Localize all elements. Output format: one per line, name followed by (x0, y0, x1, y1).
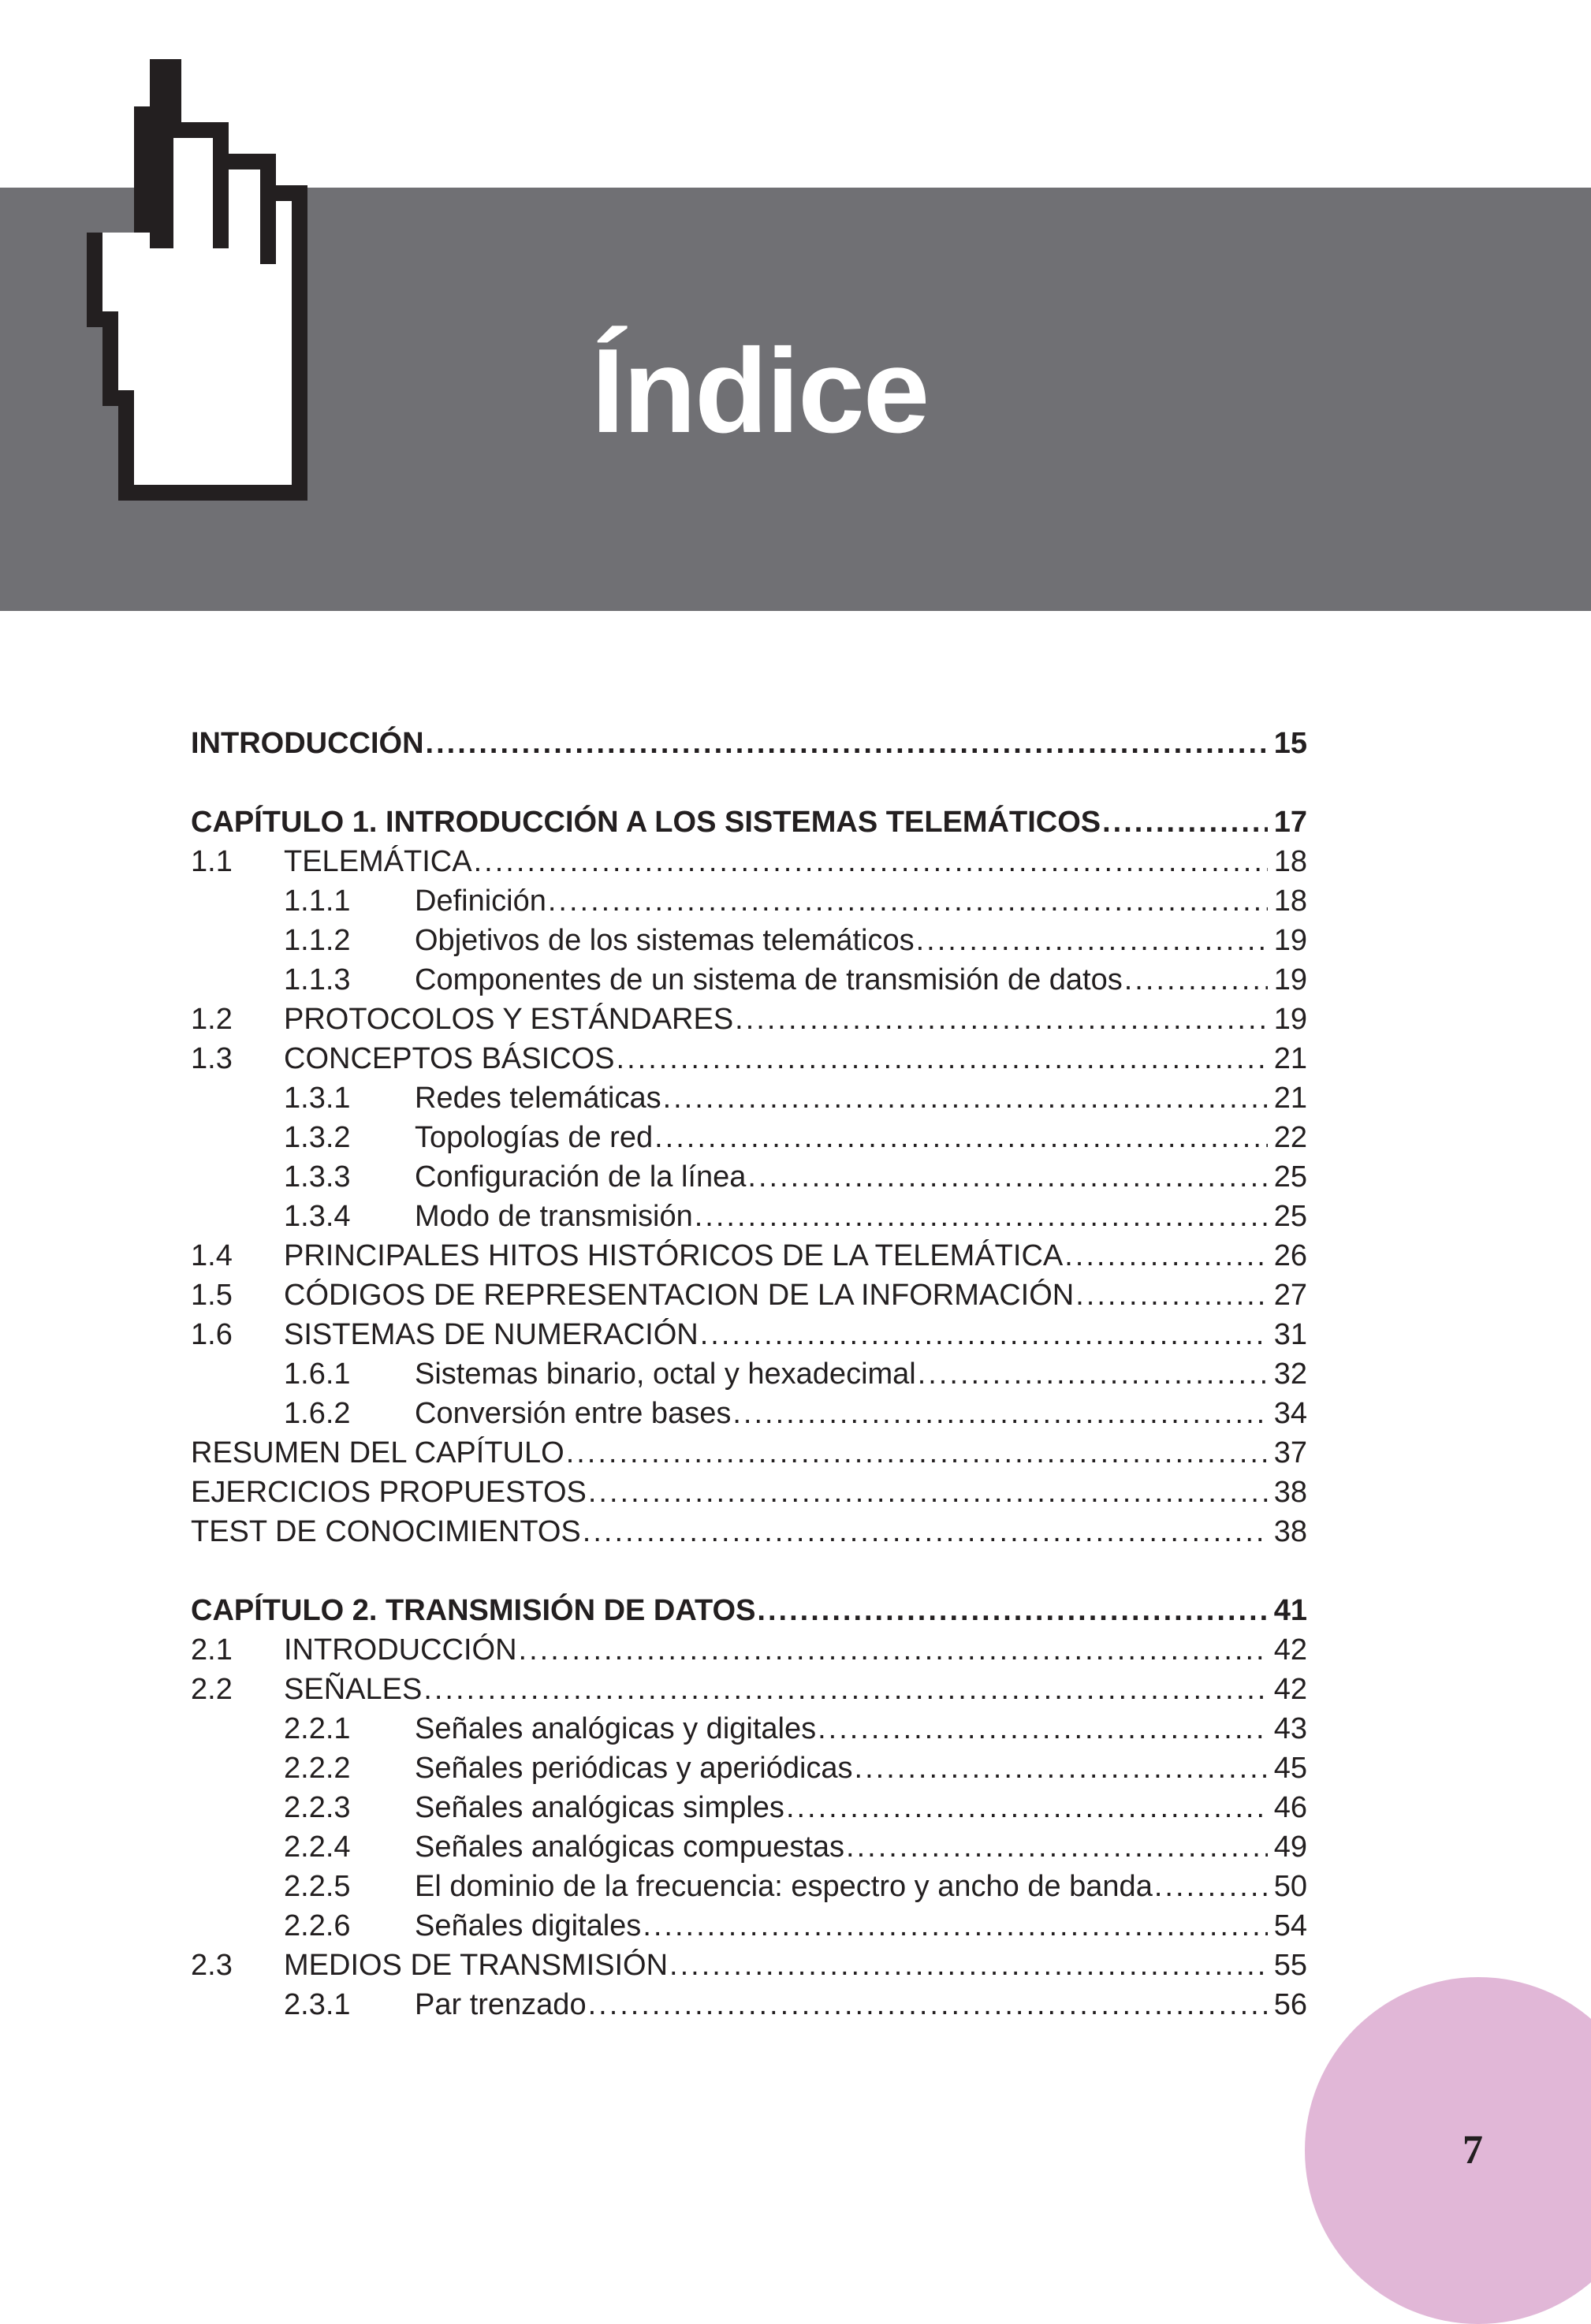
toc-entry[interactable] (191, 1157, 1307, 1197)
toc-entry-page: 50 (1273, 1870, 1307, 1903)
toc-entry-number: 1.3.4 (284, 1200, 351, 1233)
toc-entry-label: CAPÍTULO 1. INTRODUCCIÓN A LOS SISTEMAS TELEMÁTICOS (191, 806, 1101, 839)
dot-leader (1102, 803, 1268, 842)
toc-entry-page: 22 (1273, 1121, 1307, 1154)
toc-entry-number: 2.1 (191, 1633, 233, 1667)
toc-entry-label: CAPÍTULO 2. TRANSMISIÓN DE DATOS (191, 1594, 756, 1627)
toc-entry[interactable] (191, 1078, 1307, 1118)
toc-entry-label: TELEMÁTICA (284, 845, 472, 878)
toc-entry[interactable] (191, 1709, 1307, 1749)
toc-entry-page: 19 (1273, 924, 1307, 957)
toc-entry-number: 1.1.3 (284, 963, 351, 996)
toc-entry-number: 2.3.1 (284, 1988, 351, 2021)
pointer-hand-icon (87, 59, 528, 595)
dot-leader (786, 1788, 1268, 1827)
toc-entry[interactable] (191, 1946, 1307, 1985)
toc-entry-label: Topologías de red (415, 1121, 654, 1154)
dot-leader (548, 881, 1268, 921)
toc-entry[interactable] (191, 1118, 1307, 1157)
toc-entry-number: 1.5 (191, 1279, 233, 1312)
toc-entry-label: Señales digitales (415, 1909, 642, 1942)
dot-leader (855, 1749, 1268, 1788)
dot-leader (918, 1354, 1268, 1394)
toc-entry[interactable] (191, 1276, 1307, 1315)
toc-entry-label: CÓDIGOS DE REPRESENTACION DE LA INFORMACIÓN (284, 1279, 1075, 1312)
dot-leader (916, 921, 1268, 960)
toc-entry[interactable] (191, 1315, 1307, 1354)
dot-leader (846, 1827, 1268, 1867)
toc-entry[interactable] (191, 921, 1307, 960)
dot-leader (700, 1315, 1268, 1354)
toc-entry-page: 31 (1273, 1318, 1307, 1351)
toc-entry[interactable] (191, 881, 1307, 921)
dot-leader (732, 1394, 1267, 1433)
toc-entry-number: 2.2.4 (284, 1831, 351, 1864)
toc-entry-number: 1.2 (191, 1003, 233, 1036)
toc-entry-page: 21 (1273, 1082, 1307, 1115)
toc-entry[interactable] (191, 1433, 1307, 1473)
toc-entry-page: 43 (1273, 1712, 1307, 1745)
dot-leader (663, 1078, 1268, 1118)
toc-entry-label: MEDIOS DE TRANSMISIÓN (284, 1949, 669, 1982)
toc-entry-number: 1.6.2 (284, 1397, 351, 1430)
toc-entry[interactable] (191, 960, 1307, 1000)
dot-leader (818, 1709, 1268, 1749)
dot-leader (474, 842, 1268, 881)
toc-entry-page: 56 (1273, 1988, 1307, 2021)
toc-entry-label: Señales analógicas simples (415, 1791, 784, 1824)
dot-leader (519, 1630, 1268, 1670)
dot-leader (566, 1433, 1268, 1473)
corner-decoration (1305, 1977, 1591, 2324)
toc-entry-label: Señales analógicas y digitales (415, 1712, 817, 1745)
toc-entry-label: PROTOCOLOS Y ESTÁNDARES (284, 1003, 734, 1036)
toc-entry[interactable] (191, 1906, 1307, 1946)
toc-entry-page: 17 (1273, 806, 1307, 839)
toc-entry-label: Redes telemáticas (415, 1082, 661, 1115)
toc-entry-label: Objetivos de los sistemas telemáticos (415, 924, 915, 957)
toc-entry-label: Modo de transmisión (415, 1200, 693, 1233)
toc-entry-page: 25 (1273, 1160, 1307, 1194)
toc-entry[interactable] (191, 1670, 1307, 1709)
toc-entry[interactable] (191, 1788, 1307, 1827)
toc-entry-label: TEST DE CONOCIMIENTOS (191, 1515, 581, 1548)
toc-entry-label: SISTEMAS DE NUMERACIÓN (284, 1318, 699, 1351)
toc-entry-label: Conversión entre bases (415, 1397, 732, 1430)
dot-leader (735, 1000, 1268, 1039)
toc-entry-page: 27 (1273, 1279, 1307, 1312)
toc-entry-label: SEÑALES (284, 1673, 423, 1706)
dot-leader (423, 1670, 1267, 1709)
toc-entry-page: 49 (1273, 1831, 1307, 1864)
toc-entry-number: 1.1.2 (284, 924, 351, 957)
toc-entry-number: 1.6.1 (284, 1358, 351, 1391)
dot-leader (617, 1039, 1268, 1078)
toc-entry[interactable] (191, 724, 1307, 763)
dot-leader (1075, 1276, 1268, 1315)
toc-entry-number: 1.3.3 (284, 1160, 351, 1194)
toc-entry-page: 42 (1273, 1673, 1307, 1706)
toc-entry-number: 2.2.6 (284, 1909, 351, 1942)
toc-entry[interactable] (191, 1039, 1307, 1078)
toc-entry-number: 1.1.1 (284, 885, 351, 918)
toc-entry[interactable] (191, 1394, 1307, 1433)
toc-entry-number: 2.2.5 (284, 1870, 351, 1903)
toc-entry[interactable] (191, 1749, 1307, 1788)
toc-entry-page: 18 (1273, 845, 1307, 878)
toc-entry-page: 54 (1273, 1909, 1307, 1942)
toc-entry-page: 55 (1273, 1949, 1307, 1982)
toc-entry-page: 25 (1273, 1200, 1307, 1233)
toc-entry-number: 2.2.3 (284, 1791, 351, 1824)
toc-entry-page: 34 (1273, 1397, 1307, 1430)
dot-leader (654, 1118, 1268, 1157)
toc-entry-number: 1.3.1 (284, 1082, 351, 1115)
dot-leader (747, 1157, 1267, 1197)
toc-entry[interactable] (191, 842, 1307, 881)
toc-entry[interactable] (191, 803, 1307, 842)
toc-entry-label: INTRODUCCIÓN (191, 727, 424, 760)
toc-entry-page: 42 (1273, 1633, 1307, 1667)
toc-entry-page: 21 (1273, 1042, 1307, 1075)
toc-entry-page: 19 (1273, 1003, 1307, 1036)
toc-entry-number: 1.1 (191, 845, 233, 878)
toc-entry-number: 2.2 (191, 1673, 233, 1706)
toc-entry[interactable] (191, 1197, 1307, 1236)
toc-entry-number: 2.3 (191, 1949, 233, 1982)
dot-leader (426, 724, 1268, 763)
toc-entry-number: 2.2.1 (284, 1712, 351, 1745)
toc-entry-label: RESUMEN DEL CAPÍTULO (191, 1436, 564, 1469)
toc-entry-label: CONCEPTOS BÁSICOS (284, 1042, 615, 1075)
toc-entry-number: 1.6 (191, 1318, 233, 1351)
toc-entry-number: 1.3.2 (284, 1121, 351, 1154)
toc-entry-label: Componentes de un sistema de transmisión de datos (415, 963, 1123, 996)
page-title: Índice (591, 324, 929, 458)
toc-entry-page: 38 (1273, 1515, 1307, 1548)
dot-leader (583, 1512, 1268, 1551)
toc-entry-page: 37 (1273, 1436, 1307, 1469)
toc-entry-page: 18 (1273, 885, 1307, 918)
toc-entry-label: Definición (415, 885, 546, 918)
toc-entry[interactable] (191, 1591, 1307, 1630)
toc-entry[interactable] (191, 1473, 1307, 1512)
toc-entry-page: 38 (1273, 1476, 1307, 1509)
toc-entry[interactable] (191, 1000, 1307, 1039)
toc-entry-page: 45 (1273, 1752, 1307, 1785)
dot-leader (588, 1985, 1268, 2024)
toc-entry-number: 2.2.2 (284, 1752, 351, 1785)
page-number: 7 (1462, 2128, 1483, 2173)
dot-leader (1154, 1867, 1268, 1906)
dot-leader (1124, 960, 1268, 1000)
toc-entry-label: Configuración de la línea (415, 1160, 747, 1194)
toc-entry[interactable] (191, 1827, 1307, 1867)
toc-entry-number: 1.3 (191, 1042, 233, 1075)
toc-entry-page: 19 (1273, 963, 1307, 996)
toc-entry[interactable] (191, 1354, 1307, 1394)
dot-leader (1064, 1236, 1267, 1276)
toc-entry[interactable] (191, 1867, 1307, 1906)
toc-entry-label: INTRODUCCIÓN (284, 1633, 517, 1667)
toc-entry-label: El dominio de la frecuencia: espectro y ancho de banda (415, 1870, 1153, 1903)
toc-entry-label: EJERCICIOS PROPUESTOS (191, 1476, 587, 1509)
toc-entry-page: 41 (1273, 1594, 1307, 1627)
dot-leader (643, 1906, 1267, 1946)
table-of-contents (191, 724, 1307, 2024)
toc-entry-page: 32 (1273, 1358, 1307, 1391)
toc-entry[interactable] (191, 1236, 1307, 1276)
toc-entry[interactable] (191, 1985, 1307, 2024)
toc-entry-label: Sistemas binario, octal y hexadecimal (415, 1358, 916, 1391)
dot-leader (695, 1197, 1268, 1236)
dot-leader (757, 1591, 1267, 1630)
toc-entry[interactable] (191, 1630, 1307, 1670)
toc-entry-number: 1.4 (191, 1239, 233, 1272)
toc-entry-page: 46 (1273, 1791, 1307, 1824)
dot-leader (588, 1473, 1268, 1512)
dot-leader (669, 1946, 1268, 1985)
toc-entry-page: 15 (1273, 727, 1307, 760)
toc-entry-label: Par trenzado (415, 1988, 587, 2021)
toc-entry-page: 26 (1273, 1239, 1307, 1272)
toc-entry[interactable] (191, 1512, 1307, 1551)
toc-entry-label: Señales periódicas y aperiódicas (415, 1752, 853, 1785)
toc-entry-label: PRINCIPALES HITOS HISTÓRICOS DE LA TELEMÁTICA (284, 1239, 1064, 1272)
toc-entry-label: Señales analógicas compuestas (415, 1831, 845, 1864)
